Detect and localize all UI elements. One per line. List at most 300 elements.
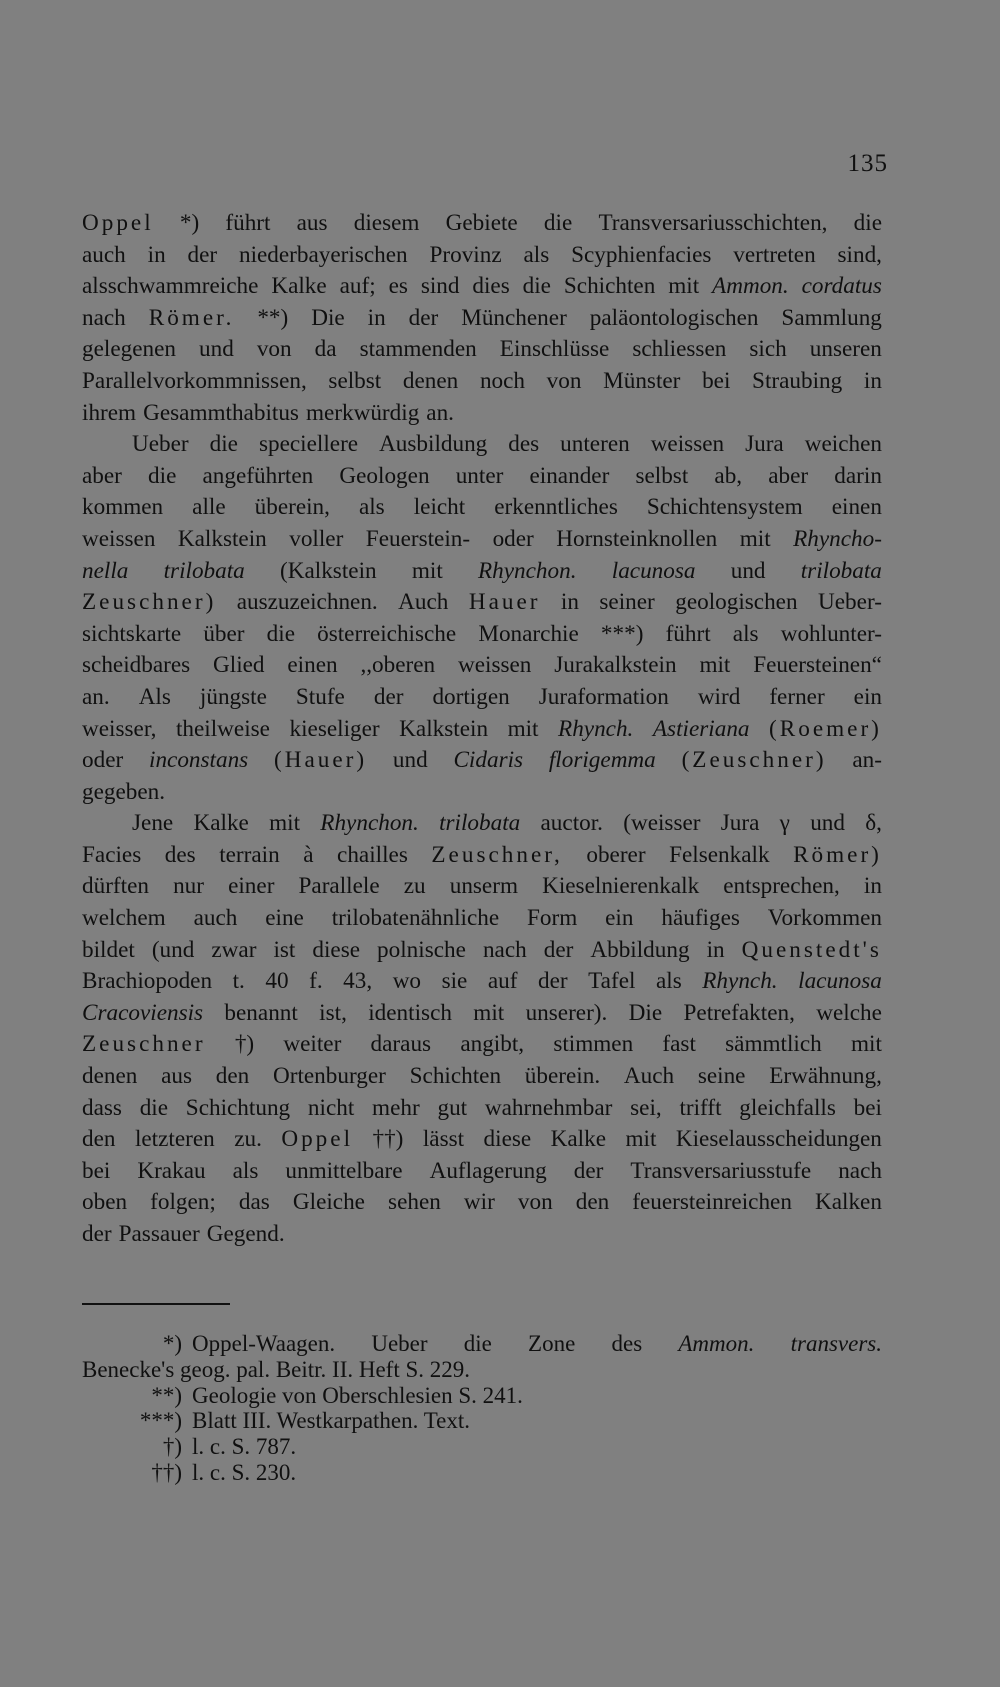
word: Die [311, 304, 345, 331]
footnote-text [192, 1331, 882, 1357]
word: niederbayerischen [238, 241, 408, 268]
word: Juraformation [538, 683, 669, 710]
word: und [730, 557, 766, 584]
word: alsschwammreiche [82, 273, 259, 300]
word: die [463, 1331, 492, 1356]
text-line [82, 240, 882, 272]
word: einer [228, 873, 275, 900]
word: mit [507, 715, 539, 742]
word: mehr [372, 1094, 420, 1121]
word: Tafel [588, 968, 636, 995]
text-line [82, 998, 882, 1030]
text-line [82, 587, 882, 619]
word: Gesammthabitus [143, 399, 299, 426]
text-line [82, 808, 882, 840]
word: alle [192, 494, 226, 521]
word: kommen [82, 494, 164, 521]
footnote [82, 1460, 882, 1486]
word: ab, [714, 462, 743, 489]
word: denen [402, 367, 459, 394]
word: ihrem [82, 399, 137, 426]
word: auch [82, 241, 126, 268]
word: Jene [132, 810, 174, 837]
word: der [543, 936, 574, 963]
word: Oppel [281, 1126, 354, 1153]
word: weissen [457, 652, 532, 679]
word: von [256, 336, 292, 363]
word: Straubing [752, 367, 843, 394]
word: weichen [804, 431, 882, 458]
word: sind [420, 273, 460, 300]
word: Auch [398, 589, 449, 616]
word: der [373, 683, 404, 710]
word: speciellere [258, 431, 359, 458]
footnote-text: l. c. S. 230. [192, 1459, 297, 1485]
word: dürften [82, 873, 149, 900]
word: transvers. [790, 1331, 882, 1356]
word: Auflagerung [429, 1157, 547, 1184]
word: sind, [837, 241, 882, 268]
word: und [199, 336, 234, 363]
word: mit [625, 1126, 657, 1153]
word: der [573, 1157, 604, 1184]
word: als [232, 1157, 259, 1184]
footnote-continuation: Benecke's geog. pal. Beitr. II. Heft S. 229. [82, 1356, 471, 1382]
word: bei [82, 1157, 111, 1184]
word: lacunosa [611, 557, 696, 584]
word: jüngste [199, 683, 267, 710]
word: österreichische [317, 620, 457, 647]
word: welchem [82, 905, 166, 932]
word: *) [179, 210, 200, 236]
text-line [82, 303, 882, 335]
word: Parallelvorkommnissen, [82, 367, 307, 394]
word: unserm [449, 873, 518, 900]
footnote-mark: ††) [151, 1459, 182, 1485]
word: trifft [679, 1094, 722, 1121]
word: zu [403, 873, 426, 900]
word: Kalkstein [177, 525, 267, 552]
word: sehen [388, 1189, 441, 1216]
text-line [82, 777, 882, 809]
word: Ausbildung [379, 431, 488, 458]
word: Einschlüsse [499, 336, 610, 363]
word: vertreten [733, 241, 816, 268]
word: aber [82, 462, 122, 489]
word: das [238, 1189, 270, 1216]
text-line [82, 650, 882, 682]
word: voller [289, 525, 344, 552]
word: und [810, 810, 845, 837]
body-text [82, 208, 882, 1251]
word: fast [662, 1031, 696, 1058]
word: weissen [650, 431, 725, 458]
text-line [82, 461, 882, 493]
word: die [522, 273, 551, 300]
word: trilobatenähnliche [331, 905, 500, 932]
word: Ueber [132, 431, 189, 458]
word: dies [472, 273, 510, 300]
word: gegeben. [82, 778, 166, 805]
text-line [82, 334, 882, 366]
word: folgen; [150, 1189, 216, 1216]
word: Passauer [118, 1221, 200, 1247]
word: Rhyncho- [793, 525, 882, 552]
paragraph [82, 208, 882, 429]
word: selbst [328, 367, 382, 394]
text-line [82, 1156, 882, 1188]
word: auf [487, 968, 518, 995]
word: Feuersteinen“ [753, 652, 882, 679]
word: überein. [524, 1063, 601, 1090]
word: leicht [413, 494, 466, 521]
word: den [82, 1126, 116, 1153]
word: Provinz [429, 241, 502, 268]
word: des [611, 1331, 643, 1356]
word: diese [483, 1126, 532, 1153]
word: erkenntliches [494, 494, 618, 521]
word: Die [628, 999, 663, 1026]
word: 40 [265, 968, 289, 995]
word: merkwürdig [305, 399, 420, 426]
word: die [209, 431, 238, 458]
word: Oppel [82, 210, 154, 236]
page-number: 135 [847, 150, 888, 177]
word: an- [852, 747, 882, 774]
word: zwar [211, 936, 257, 963]
word: florigemma [548, 747, 656, 774]
text-line [82, 1219, 882, 1251]
text-line [82, 1061, 882, 1093]
word: t. [232, 968, 245, 995]
footnote-text: l. c. S. 787. [192, 1434, 297, 1460]
word: führt [665, 620, 711, 647]
word: wo [392, 968, 422, 995]
word: cordatus [801, 273, 882, 300]
text-line [82, 1124, 882, 1156]
word: eine [265, 905, 304, 932]
word: 43, [343, 968, 373, 995]
word: angibt, [460, 1031, 525, 1058]
word: Cracoviensis [82, 999, 204, 1026]
word: stimmen [553, 1031, 634, 1058]
word: Ueber- [818, 589, 882, 616]
word: paläontologischen [589, 304, 759, 331]
word: chailles [337, 841, 408, 868]
word: Sammlung [781, 304, 882, 331]
word: ein [853, 683, 882, 710]
footnote [82, 1383, 882, 1409]
text-line [82, 966, 882, 998]
word: Geologen [339, 462, 430, 489]
text-line [82, 714, 882, 746]
text-line [82, 556, 882, 588]
text-line [82, 1029, 882, 1061]
word: ist, [319, 999, 347, 1026]
word: ,,oberen [360, 652, 436, 679]
word: in [863, 873, 882, 900]
word: als [655, 968, 682, 995]
word: letzteren [134, 1126, 215, 1153]
word: es [388, 273, 408, 300]
word: Jurakalkstein [554, 652, 677, 679]
word: auch [193, 905, 238, 932]
text-line [82, 1093, 882, 1125]
word: in [367, 304, 386, 331]
word: Glied [213, 652, 265, 679]
word: da [314, 336, 337, 363]
word: unmittelbare [285, 1157, 403, 1184]
word: die [543, 210, 573, 236]
word: Münster [603, 367, 681, 394]
footnote-mark: ***) [139, 1408, 182, 1434]
word: Rhynch. [558, 715, 634, 742]
word: mit [850, 1031, 882, 1058]
word: Ortenburger [272, 1063, 386, 1090]
word: Parallele [298, 873, 380, 900]
word: Schichten [409, 1063, 502, 1090]
word: Gegend. [206, 1221, 285, 1247]
text-line [82, 935, 882, 967]
word: die [148, 462, 177, 489]
word: Kalkstein [399, 715, 489, 742]
text-line [82, 682, 882, 714]
word: lässt [422, 1126, 465, 1153]
word: scheidbares [82, 652, 191, 679]
word: seiner [599, 589, 655, 616]
word: Schichten [563, 273, 656, 300]
word: Monarchie [478, 620, 579, 647]
word: häufiges [661, 905, 740, 932]
word: Astieriana [652, 715, 750, 742]
footnote-text: Geologie von Oberschlesien S. 241. [192, 1382, 523, 1408]
word: sich [749, 336, 787, 363]
word: auszuzeichnen. [236, 589, 378, 616]
word: Schichtensystem [646, 494, 803, 521]
word: Form [527, 905, 578, 932]
word: kieseliger [289, 715, 380, 742]
word: die [139, 1094, 169, 1121]
word: dass [82, 1094, 122, 1121]
word: nach [482, 936, 527, 963]
word: des [508, 431, 540, 458]
paragraph [82, 429, 882, 808]
word: ***) [600, 620, 644, 647]
text-line [82, 271, 882, 303]
word: noch [479, 367, 526, 394]
word: Oppel-Waagen. [192, 1331, 336, 1356]
footnote-text: Blatt III. Westkarpathen. Text. [192, 1408, 470, 1434]
word: Hauer [468, 589, 541, 616]
word: auf; [339, 273, 376, 300]
word: bildet [82, 936, 135, 963]
word: Gleiche [292, 1189, 365, 1216]
word: Zone [528, 1331, 576, 1356]
word: γ [779, 810, 790, 837]
word: Münchener [461, 304, 567, 331]
text-line [82, 871, 882, 903]
word: Jura [720, 810, 760, 837]
word: wahrnehmbar [484, 1094, 613, 1121]
word: Feuerstein- [365, 525, 471, 552]
word: Abbildung [590, 936, 690, 963]
word: Quenstedt's [741, 936, 882, 963]
footnotes [82, 1331, 882, 1486]
word: benannt [224, 999, 298, 1026]
word: von [517, 1189, 553, 1216]
word: bei [853, 1094, 882, 1121]
word: unseren [809, 336, 882, 363]
word: mit [699, 652, 731, 679]
word: Felsenkalk [669, 841, 770, 868]
word: in [147, 241, 166, 268]
word: auctor. [540, 810, 603, 837]
word: Gebiete [445, 210, 518, 236]
word: Transversariusschichten, [598, 210, 828, 236]
word: bei [702, 367, 731, 394]
word: nur [173, 873, 204, 900]
word: lacunosa [798, 968, 882, 995]
word: weisser, [82, 715, 157, 742]
footnote-mark: *) [162, 1331, 182, 1356]
word: der [82, 1221, 112, 1247]
word: in [863, 367, 882, 394]
word: der [408, 304, 439, 331]
word: der [538, 968, 568, 995]
word: mit [668, 273, 700, 300]
word: Kalken [814, 1189, 882, 1216]
word: weissen [82, 525, 156, 552]
text-line [82, 208, 882, 240]
word: inconstans [149, 747, 249, 774]
text-line [82, 1187, 882, 1219]
word: mit [411, 557, 443, 584]
word: seine [697, 1063, 746, 1090]
word: unter [455, 462, 504, 489]
word: mit [269, 810, 301, 837]
word: einen [287, 652, 338, 679]
word: überein, [254, 494, 330, 521]
word: oder [82, 747, 124, 774]
word: Als [138, 683, 171, 710]
word: Krakau [137, 1157, 206, 1184]
word: einen [831, 494, 882, 521]
word: wir [463, 1189, 495, 1216]
word: sie [441, 968, 468, 995]
word: mit [739, 525, 771, 552]
word: in [560, 589, 579, 616]
footnote [82, 1408, 882, 1434]
word: f. [309, 968, 323, 995]
word: Römer) [793, 841, 882, 868]
word: Hornsteinknollen [556, 525, 718, 552]
word: Brachiopoden [82, 968, 213, 995]
word: welche [816, 999, 882, 1026]
word: Rhynchon. [478, 557, 577, 584]
word: feuersteinreichen [632, 1189, 792, 1216]
text-line [82, 903, 882, 935]
word: zu. [234, 1126, 262, 1153]
word: oder [492, 525, 534, 552]
word: den [215, 1063, 250, 1090]
word: an. [82, 683, 110, 710]
text-line [82, 366, 882, 398]
word: Transversariusstufe [630, 1157, 812, 1184]
word: (Hauer) [274, 747, 368, 774]
word: stammenden [359, 336, 477, 363]
word: Scyphienfacies [571, 241, 712, 268]
word: gut [437, 1094, 468, 1121]
word: weiter [283, 1031, 342, 1058]
word: unserer). [525, 999, 608, 1026]
word: (Zeuschner) [681, 747, 827, 774]
footnote [82, 1331, 882, 1357]
text-line [82, 524, 882, 556]
word: à [303, 841, 314, 868]
word: Ueber [371, 1331, 428, 1356]
word: diese [312, 936, 361, 963]
word: denen [82, 1063, 138, 1090]
word: mit [473, 999, 505, 1026]
word: polnische [377, 936, 466, 963]
word: δ, [865, 810, 882, 837]
word: entsprechen, [723, 873, 840, 900]
word: Römer. [148, 304, 235, 331]
word: theilweise [175, 715, 270, 742]
word: als [732, 620, 759, 647]
word: Kalke [550, 1126, 607, 1153]
word: nach [838, 1157, 882, 1184]
text-line [82, 398, 882, 430]
word: von [546, 367, 582, 394]
word: geologischen [675, 589, 798, 616]
word: aus [296, 210, 328, 236]
word: Stufe [295, 683, 345, 710]
word: Zeuschner, [431, 841, 563, 868]
word: (weisser [623, 810, 701, 837]
word: Facies [82, 841, 142, 868]
word: Zeuschner) [82, 589, 217, 616]
word: des [164, 841, 196, 868]
text-line [82, 619, 882, 651]
word: ††) [372, 1126, 404, 1153]
word: **) [257, 304, 289, 331]
word: unteren [560, 431, 630, 458]
word: Zeuschner [82, 1031, 206, 1058]
word: als [358, 494, 385, 521]
word: der [187, 241, 218, 268]
word: sichtskarte [82, 620, 182, 647]
text-line [82, 429, 882, 461]
word: gleichfalls [739, 1094, 836, 1121]
text-line [82, 745, 882, 777]
word: nella [82, 557, 129, 584]
word: Ammon. [678, 1331, 755, 1356]
word: aus [161, 1063, 193, 1090]
word: (Roemer) [769, 715, 882, 742]
word: Cidaris [453, 747, 524, 774]
footnote [82, 1434, 882, 1460]
word: nicht [307, 1094, 355, 1121]
word: trilobata [800, 557, 882, 584]
word: selbst [635, 462, 689, 489]
word: trilobata [439, 810, 521, 837]
word: wohlunter- [780, 620, 882, 647]
word: daraus [370, 1031, 432, 1058]
word: Vorkommen [767, 905, 882, 932]
word: oben [82, 1189, 128, 1216]
word: diesem [353, 210, 420, 236]
